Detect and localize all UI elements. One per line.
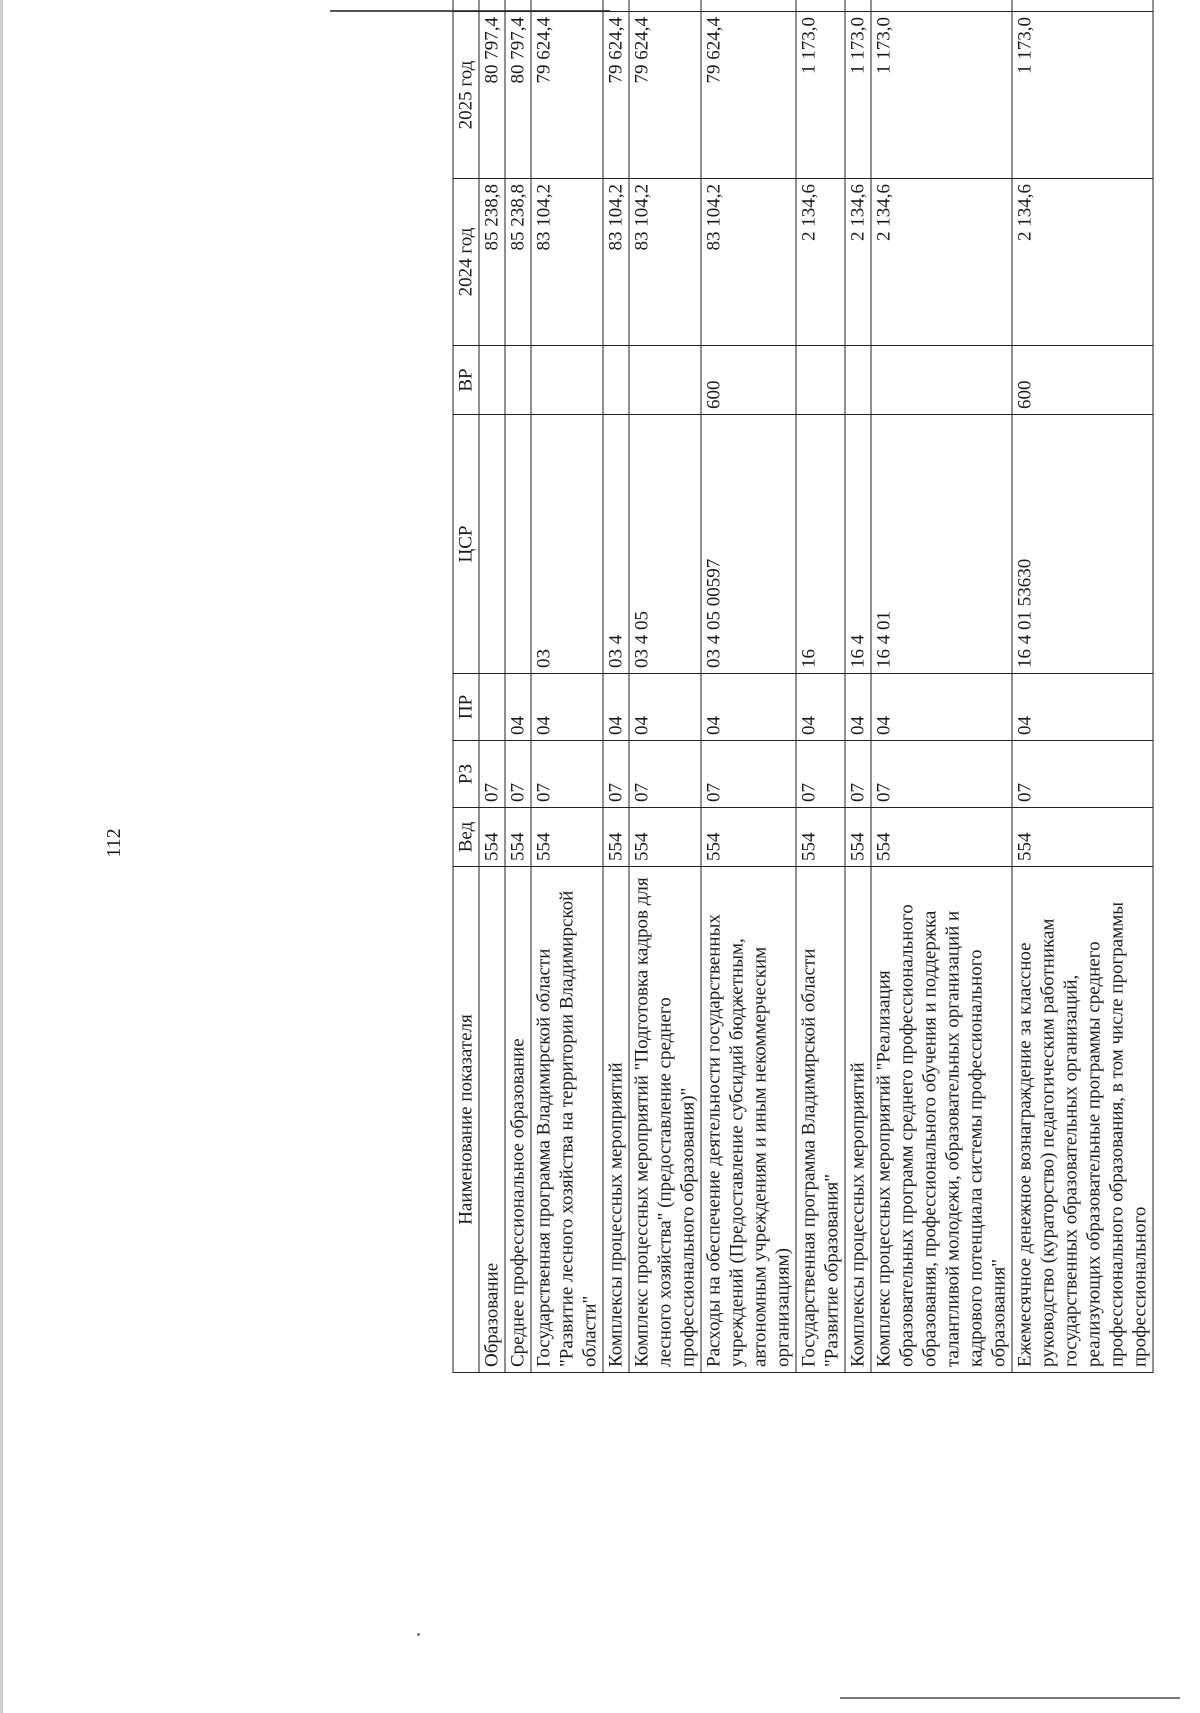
cell-y2026 — [603, 0, 629, 12]
cell-y2026 — [701, 0, 796, 12]
table-row — [629, 0, 701, 1373]
cell-y2024: 85 238,8 — [479, 179, 505, 346]
cell-name: Расходы на обеспечение деятельности государственных учреждений (Предоставление субсидий бюджетным, автономным учреждениям и иным некоммерческим организациям) — [701, 867, 796, 1373]
cell-y2025: 1 173,0 — [796, 12, 845, 179]
cell-pr: 04 — [845, 674, 871, 741]
cell-pr: 04 — [603, 674, 629, 741]
table-row — [1012, 0, 1153, 1373]
table-body — [479, 0, 1153, 1373]
cell-y2026 — [1012, 0, 1153, 12]
cell-y2024: 83 104,2 — [629, 179, 701, 346]
cell-y2026 — [629, 0, 701, 12]
cell-y2026 — [479, 0, 505, 12]
cell-pr: 04 — [505, 674, 531, 741]
cell-name: Комплекс процессных мероприятий "Подготовка кадров для лесного хозяйства" (предоставление среднего профессионального образования)" — [629, 867, 701, 1373]
cell-name: Образование — [479, 867, 505, 1373]
cell-rz: 07 — [796, 741, 845, 808]
table-row — [603, 0, 629, 1373]
cell-y2024: 2 134,6 — [796, 179, 845, 346]
cell-y2025: 1 173,0 — [871, 12, 1012, 179]
cell-y2025: 80 797,4 — [479, 12, 505, 179]
cell-csr: 03 4 05 00597 — [701, 415, 796, 674]
table-header-row — [453, 0, 479, 1373]
cell-csr: 03 4 — [603, 415, 629, 674]
scan-artifact-dot — [417, 1633, 420, 1636]
cell-ved: 554 — [505, 808, 531, 867]
cell-vr — [845, 346, 871, 415]
cell-y2024: 85 238,8 — [505, 179, 531, 346]
header-2024: 2024 год — [453, 179, 479, 346]
cell-pr: 04 — [701, 674, 796, 741]
budget-table-container — [453, 0, 1200, 1373]
cell-ved: 554 — [603, 808, 629, 867]
cell-y2025: 79 624,4 — [701, 12, 796, 179]
cell-pr: 04 — [531, 674, 603, 741]
table-row — [505, 0, 531, 1373]
cell-rz: 07 — [871, 741, 1012, 808]
cell-rz: 07 — [505, 741, 531, 808]
cell-pr: 04 — [629, 674, 701, 741]
cell-y2024: 2 134,6 — [845, 179, 871, 346]
cell-vr — [629, 346, 701, 415]
header-name: Наименование показателя — [453, 867, 479, 1373]
cell-y2025: 1 173,0 — [845, 12, 871, 179]
cell-y2026 — [505, 0, 531, 12]
cell-rz: 07 — [531, 741, 603, 808]
cell-pr: 04 — [1012, 674, 1153, 741]
cell-name: Комплексы процессных мероприятий — [603, 867, 629, 1373]
cell-pr — [479, 674, 505, 741]
cell-y2026 — [531, 0, 603, 12]
cell-y2025: 79 624,4 — [531, 12, 603, 179]
cell-vr — [479, 346, 505, 415]
header-pr: ПР — [453, 674, 479, 741]
table-row — [845, 0, 871, 1373]
cell-name: Государственная программа Владимирской области "Развитие лесного хозяйства на территории Владимирской области" — [531, 867, 603, 1373]
scan-edge — [0, 0, 3, 1713]
cell-vr — [603, 346, 629, 415]
cell-name: Ежемесячное денежное вознаграждение за классное руководство (кураторство) педагогическим работникам государственных образовательных организаций, реализующих образовательные программы среднего профессионального образования, в том числе программы профессионального — [1012, 867, 1153, 1373]
cell-y2026 — [845, 0, 871, 12]
cell-y2025: 79 624,4 — [629, 12, 701, 179]
budget-table — [453, 0, 1154, 1373]
table-row — [871, 0, 1012, 1373]
cell-y2026 — [796, 0, 845, 12]
cell-y2026 — [871, 0, 1012, 12]
scan-artifact-line — [840, 1697, 1180, 1699]
cell-ved: 554 — [701, 808, 796, 867]
header-ved: Вед — [453, 808, 479, 867]
cell-ved: 554 — [871, 808, 1012, 867]
table-row — [531, 0, 603, 1373]
cell-vr — [796, 346, 845, 415]
table-row — [701, 0, 796, 1373]
cell-ved: 554 — [845, 808, 871, 867]
page-number: 112 — [103, 828, 125, 858]
cell-name: Комплексы процессных мероприятий — [845, 867, 871, 1373]
table-row — [796, 0, 845, 1373]
cell-pr: 04 — [796, 674, 845, 741]
cell-y2024: 83 104,2 — [603, 179, 629, 346]
cell-csr: 16 4 01 — [871, 415, 1012, 674]
cell-y2024: 83 104,2 — [701, 179, 796, 346]
cell-y2025: 1 173,0 — [1012, 12, 1153, 179]
cell-name: Государственная программа Владимирской области "Развитие образования" — [796, 867, 845, 1373]
cell-ved: 554 — [479, 808, 505, 867]
cell-csr: 16 4 01 53630 — [1012, 415, 1153, 674]
cell-vr: 600 — [1012, 346, 1153, 415]
cell-y2024: 2 134,6 — [871, 179, 1012, 346]
cell-csr: 03 4 05 — [629, 415, 701, 674]
table-row — [479, 0, 505, 1373]
cell-pr: 04 — [871, 674, 1012, 741]
cell-ved: 554 — [629, 808, 701, 867]
cell-name: Среднее профессиональное образование — [505, 867, 531, 1373]
header-2026 — [453, 0, 479, 12]
cell-y2025: 80 797,4 — [505, 12, 531, 179]
cell-rz: 07 — [701, 741, 796, 808]
cell-rz: 07 — [603, 741, 629, 808]
cell-ved: 554 — [531, 808, 603, 867]
cell-y2025: 79 624,4 — [603, 12, 629, 179]
cell-ved: 554 — [796, 808, 845, 867]
cell-csr — [479, 415, 505, 674]
cell-name: Комплекс процессных мероприятий "Реализация образовательных программ среднего профессионального образования, профессионального обучения и поддержка талантливой молодежи, образовательных организаций и кадрового потенциала системы профессионального образования" — [871, 867, 1012, 1373]
cell-ved: 554 — [1012, 808, 1153, 867]
cell-vr — [505, 346, 531, 415]
cell-rz: 07 — [629, 741, 701, 808]
cell-csr: 16 4 — [845, 415, 871, 674]
cell-y2024: 2 134,6 — [1012, 179, 1153, 346]
header-vr: ВР — [453, 346, 479, 415]
header-rz: РЗ — [453, 741, 479, 808]
cell-csr: 03 — [531, 415, 603, 674]
header-2025: 2025 год — [453, 12, 479, 179]
cell-vr: 600 — [701, 346, 796, 415]
cell-vr — [531, 346, 603, 415]
cell-rz: 07 — [1012, 741, 1153, 808]
cell-csr — [505, 415, 531, 674]
cell-csr: 16 — [796, 415, 845, 674]
header-csr: ЦСР — [453, 415, 479, 674]
cell-y2024: 83 104,2 — [531, 179, 603, 346]
cell-vr — [871, 346, 1012, 415]
cell-rz: 07 — [479, 741, 505, 808]
cell-rz: 07 — [845, 741, 871, 808]
